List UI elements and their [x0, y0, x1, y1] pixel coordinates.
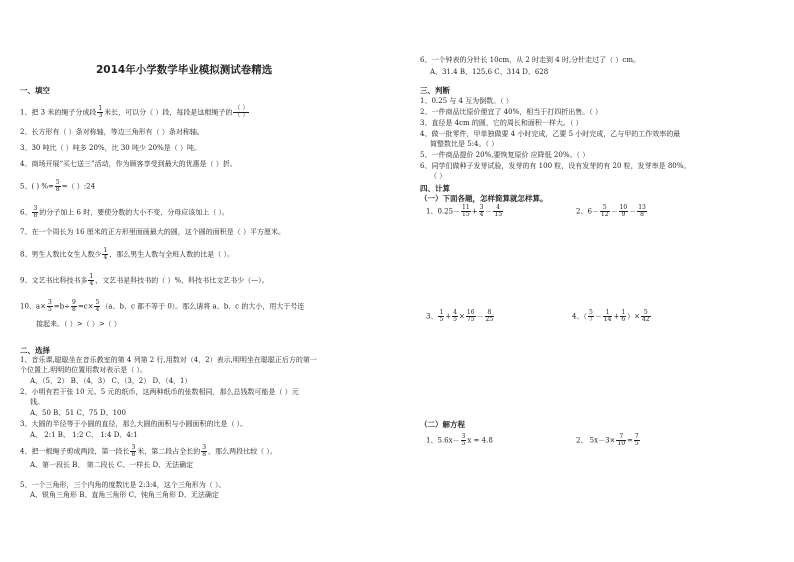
- fraction: $\frac{4}{5}$: [453, 309, 457, 323]
- question-fill-9: 9、文艺书比科技书多 $\frac{1}{4}$ ，文艺书是科技书的（ ）%，科技书比文艺书少（—）。: [20, 273, 269, 287]
- fraction: $\frac{4}{15}$: [494, 204, 503, 218]
- fraction: $\frac{1}{6}$: [621, 309, 626, 323]
- question-choice-6: 6、一个钟表的分针长 10cm，从 2 时走到 4 时,分针走过了（ ）cm。: [420, 56, 640, 64]
- fraction: $\frac{7}{5}$: [634, 433, 639, 447]
- fraction: $\frac{1}{5}$: [439, 309, 444, 323]
- question-judge-2: 2、一件商品比原价便宜了 40%，相当于打四折出售。（ ）: [420, 108, 602, 116]
- fraction: $\frac{3}{8}$: [131, 444, 136, 458]
- question-fill-1: 1、把 3 米的绳子分成段 $\frac{1}{3}$ 米长，可以分（ ）段，每段是这根绳子的 $\frac{( )}{( )}$: [20, 105, 249, 119]
- fraction: $\frac{3}{4}$: [479, 204, 484, 218]
- calc-expression-3: 3、 $\frac{1}{5}$ + $\frac{4}{5}$ × $\frac{16}{75}$ － $\frac{8}{25}$: [426, 309, 494, 323]
- fraction: $\frac{3}{8}$: [33, 205, 38, 219]
- fraction: $\frac{1}{14}$: [603, 309, 612, 323]
- question-fill-10: 10、a× $\frac{3}{5}$ =b÷ $\frac{9}{8}$ =c× $\frac{5}{4}$ （a、b、c 都不等于 0）。那么请将 a、b、c 的大小，用大于号连: [20, 299, 305, 313]
- section-choice: 二、选择: [20, 346, 50, 355]
- question-fill-5: 5、( ) %= $\frac{5}{8}$ =（ ）:24: [20, 179, 96, 193]
- question-fill-10-cont: 接起来。（ ）>（ ）>（ ）: [36, 320, 121, 328]
- fraction: $\frac{8}{25}$: [485, 309, 494, 323]
- options-choice-3: A、 2:1 B、 1:2 C、 1:4 D、4:1: [30, 431, 138, 439]
- options-choice-5: A、锐角三角形 B、直角三角形 C、钝角三角形 D、无法确定: [30, 491, 219, 499]
- question-choice-1-cont: 个位置上,明明的位置用数对表示是（ ）。: [20, 366, 147, 374]
- options-choice-2: A、50 B、51 C、75 D、100: [30, 409, 126, 417]
- question-choice-4: 4、把一根绳子剪成两段，第一段长 $\frac{3}{8}$ 米，第二段占全长的 $\frac{3}{8}$ ，那么两段比较（ ）。: [20, 444, 277, 458]
- section-judge: 三、判断: [420, 86, 450, 95]
- equation-2: 2、 5x－3× $\frac{7}{10}$ = $\frac{7}{5}$: [576, 433, 639, 447]
- question-fill-2: 2、长方形有（ ）条对称轴，等边三角形有（ ）条对称轴。: [20, 128, 204, 136]
- fraction: $\frac{11}{15}$: [462, 204, 470, 218]
- question-choice-2-cont: 钱。: [30, 398, 44, 406]
- fraction: $\frac{5}{7}$: [588, 309, 593, 323]
- options-choice-1: A、（5，2） B、（4，3） C、（3，2） D、（4，1）: [30, 377, 192, 385]
- fraction: $\frac{1}{4}$: [89, 273, 94, 287]
- fraction: $\frac{10}{9}$: [619, 204, 628, 218]
- fraction: $\frac{5}{12}$: [600, 204, 609, 218]
- question-judge-4-cont: 简整数比是 5:4。（ ）: [430, 140, 499, 148]
- fraction: $\frac{3}{5}$: [47, 299, 52, 313]
- fraction: $\frac{1}{4}$: [103, 247, 108, 261]
- fraction: $\frac{13}{8}$: [638, 204, 646, 218]
- options-choice-6: A、31.4 B、125.6 C、314 D、628: [430, 68, 549, 76]
- fraction: $\frac{( )}{( )}$: [234, 105, 249, 119]
- fraction: $\frac{5}{8}$: [55, 179, 60, 193]
- calc-expression-4: 4、（ $\frac{5}{7}$ － $\frac{1}{14}$ + $\frac{1}{6}$ ）× $\frac{5}{42}$: [572, 309, 650, 323]
- section-calculate: 四、计算: [420, 184, 450, 193]
- question-judge-6-cont: （ ）: [430, 172, 447, 180]
- question-judge-1: 1、0.25 与 4 互为倒数。（ ）: [420, 97, 513, 105]
- calc-expression-1: 1、0.25－ $\frac{11}{15}$ + $\frac{3}{4}$ － $\frac{4}{15}$: [426, 204, 503, 218]
- question-fill-4: 4、商场开展“买七送三”活动，作为顾客享受到最大的优惠是（ ）折。: [20, 160, 237, 168]
- options-choice-4: A、第一段长 B、 第二段长 C、一样长 D、无法确定: [30, 461, 194, 469]
- fraction: $\frac{3}{5}$: [461, 433, 466, 447]
- subsection-equations: （二）解方程: [420, 420, 465, 429]
- fraction: $\frac{7}{10}$: [617, 433, 626, 447]
- equation-1: 1、5.6x－ $\frac{3}{5}$ x = 4.8: [426, 433, 493, 447]
- question-fill-3: 3、30 吨比（ ）吨多 20%，比 30 吨少 20%是（ ）吨。: [20, 144, 201, 152]
- question-fill-8: 8、男生人数比女生人数少 $\frac{1}{4}$ ，那么男生人数与全班人数的比是（ ）。: [20, 247, 235, 261]
- question-judge-4: 4、做一批零件，甲单独做要 4 小时完成，乙要 5 小时完成，乙与甲的工作效率的最: [420, 130, 681, 138]
- calc-expression-2: 2、6－ $\frac{5}{12}$ － $\frac{10}{9}$ － $\frac{13}{8}$: [576, 204, 646, 218]
- fraction: $\frac{5}{4}$: [95, 299, 100, 313]
- fraction: $\frac{1}{3}$: [98, 105, 103, 119]
- question-choice-3: 3、大圆的半径等于小圆的直径，那么大圆的面积与小圆面积的比是（ ）。: [20, 420, 248, 428]
- question-fill-6: 6、 $\frac{3}{8}$ 的分子加上 6 时，要使分数的大小不变，分母应该加上（ ）。: [20, 205, 229, 219]
- fraction: $\frac{9}{8}$: [72, 299, 76, 313]
- fraction: $\frac{3}{8}$: [202, 444, 207, 458]
- page-title: 2014年小学数学毕业模拟测试卷精选: [96, 64, 273, 76]
- fraction: $\frac{16}{75}$: [466, 309, 475, 323]
- question-choice-1: 1、音乐课,聪聪坐在音乐教室的第 4 列第 2 行,用数对（4，2）表示,明明坐在聪聪正后方的第一: [20, 356, 317, 364]
- subsection-simplify: （一）下面各题，怎样简算就怎样算。: [420, 194, 548, 203]
- question-judge-3: 3、直径是 4cm 的圆，它的周长和面积一样大。（ ）: [420, 119, 583, 127]
- fraction: $\frac{5}{42}$: [642, 309, 650, 323]
- question-judge-5: 5、一件商品提价 20%,要恢复原价 应降低 20%。（ ）: [420, 151, 590, 159]
- section-fill-blank: 一、填空: [20, 86, 50, 95]
- question-choice-5: 5、一个三角形，三个内角的度数比是 2:3:4，这个三角形为（ ）。: [20, 481, 226, 489]
- question-fill-7: 7、在一个周长为 16 厘米的正方形里面画最大的圆，这个圆的面积是（ ）平方厘米。: [20, 228, 286, 236]
- question-choice-2: 2、小明有若干张 10 元、5 元的纸币，这两种纸币的张数相同，那么总钱数可能是（ ）元: [20, 388, 299, 396]
- question-judge-6: 6、同学们做种子发芽试验，发芽的有 100 粒，设有发芽的有 20 粒，发芽率是 80%。: [420, 162, 691, 170]
